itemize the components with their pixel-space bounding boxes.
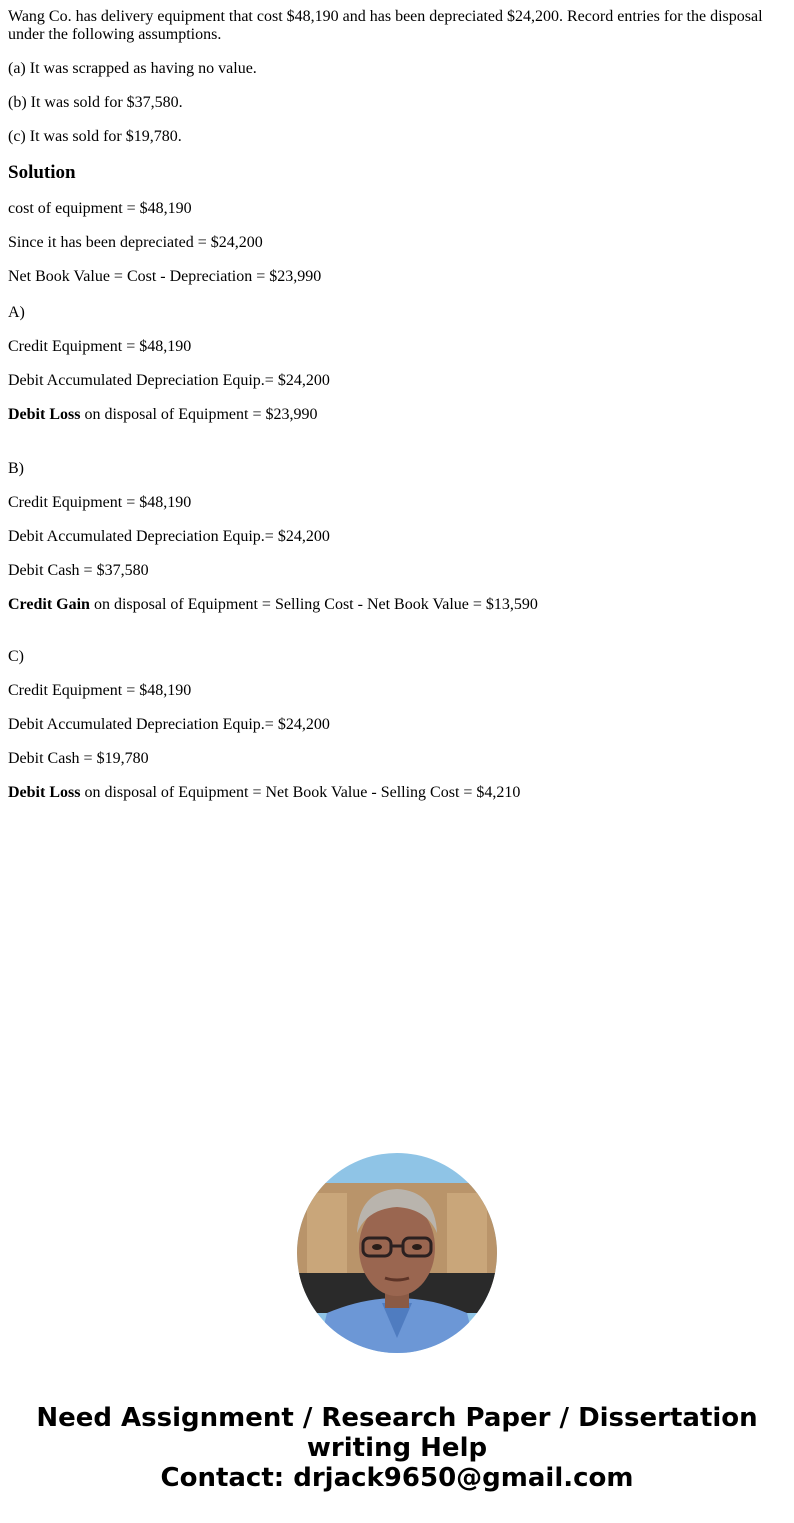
part-c-line-3: Debit Cash = $19,780 [8, 750, 149, 767]
document-body [8, 8, 786, 818]
part-c-final-rest: on disposal of Equipment = Net Book Value - Selling Cost = $4,210 [80, 784, 521, 801]
part-b-label: B) [8, 460, 24, 477]
part-a-final-rest: on disposal of Equipment = $23,990 [80, 406, 318, 423]
author-avatar [297, 1153, 497, 1353]
intro-cost: cost of equipment = $48,190 [8, 200, 192, 217]
part-c-label: C) [8, 648, 24, 665]
part-c-line-1: Credit Equipment = $48,190 [8, 682, 192, 699]
spacer [8, 440, 786, 460]
author-photo [297, 1153, 497, 1353]
part-c-line-2: Debit Accumulated Depreciation Equip.= $24,200 [8, 716, 330, 733]
part-c-final [8, 784, 786, 802]
contact-footer [0, 1403, 794, 1493]
assumption-b: (b) It was sold for $37,580. [8, 94, 183, 111]
question-text: Wang Co. has delivery equipment that cost $48,190 and has been depreciated $24,200. Record entries for the disposal under the following assumptions. [8, 8, 763, 43]
footer-line-2: writing Help [306, 1433, 488, 1463]
intro-net-book-value: Net Book Value = Cost - Depreciation = $23,990 [8, 268, 322, 285]
spacer [8, 630, 786, 648]
part-c-final-bold: Debit Loss [8, 784, 81, 801]
part-a-final-bold: Debit Loss [8, 406, 81, 423]
part-a-line-1: Credit Equipment = $48,190 [8, 338, 192, 355]
part-b-line-3: Debit Cash = $37,580 [8, 562, 149, 579]
part-a-line-2: Debit Accumulated Depreciation Equip.= $24,200 [8, 372, 330, 389]
part-b-line-2: Debit Accumulated Depreciation Equip.= $24,200 [8, 528, 330, 545]
part-a-label: A) [8, 304, 25, 321]
part-b-line-1: Credit Equipment = $48,190 [8, 494, 192, 511]
part-a-final [8, 406, 786, 424]
assumption-a: (a) It was scrapped as having no value. [8, 60, 257, 77]
assumption-c: (c) It was sold for $19,780. [8, 128, 182, 145]
footer-line-1: Need Assignment / Research Paper / Dissertation [36, 1403, 758, 1433]
part-b-final-rest: on disposal of Equipment = Selling Cost - Net Book Value = $13,590 [89, 596, 538, 613]
footer-contact: Contact: drjack9650@gmail.com [160, 1463, 634, 1493]
part-b-final [8, 596, 786, 614]
intro-depreciation: Since it has been depreciated = $24,200 [8, 234, 263, 251]
part-b-final-bold: Credit Gain [8, 596, 90, 613]
solution-heading: Solution [8, 162, 76, 183]
